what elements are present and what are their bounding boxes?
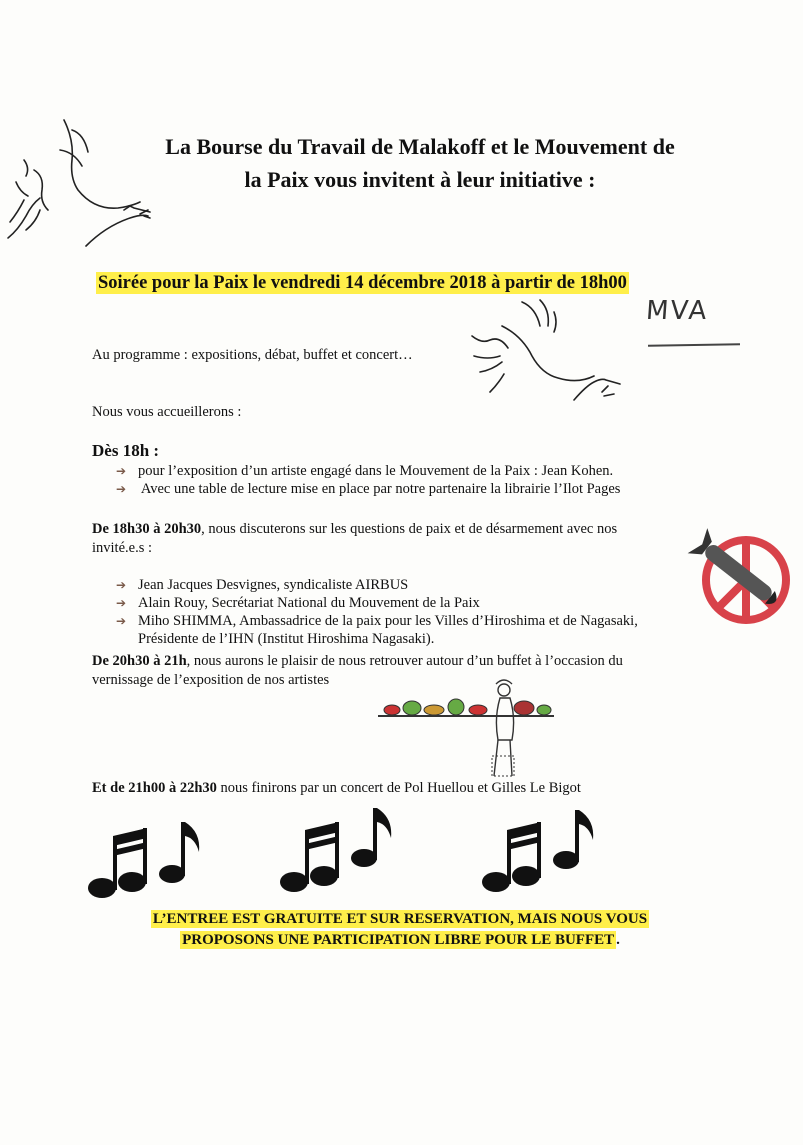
list-item: ➔ Jean Jacques Desvignes, syndicaliste AIRBUS	[116, 577, 409, 593]
bullet-arrow-icon: ➔	[116, 464, 127, 478]
list-item-cont: Présidente de l’IHN (Institut Hiroshima Nagasaki).	[138, 631, 435, 647]
section3-text: De 20h30 à 21h, nous aurons le plaisir de nous retrouver autour d’un buffet à l’occasion du	[92, 653, 623, 669]
bullet-arrow-icon: ➔	[116, 596, 127, 610]
event-title: Soirée pour la Paix le vendredi 14 décembre 2018 à partir de 18h00	[98, 273, 627, 293]
list-item: ➔ Miho SHIMMA, Ambassadrice de la paix pour les Villes d’Hiroshima et de Nagasaki,	[116, 613, 638, 629]
section1-heading: Dès 18h :	[92, 441, 160, 460]
bullet-arrow-icon: ➔	[116, 482, 127, 496]
handwritten-underline	[648, 343, 740, 347]
handwritten-note: MVA	[644, 296, 710, 326]
list-item: ➔ Alain Rouy, Secrétariat National du Mouvement de la Paix	[116, 595, 480, 611]
program-text: Au programme : expositions, débat, buffet et concert…	[92, 347, 413, 363]
welcome-text: Nous vous accueillerons :	[92, 404, 242, 420]
music-note-icon	[276, 808, 396, 898]
music-note-icon	[84, 818, 204, 908]
music-note-icon	[478, 808, 598, 898]
footer-notice: L’ENTREE EST GRATUITE ET SUR RESERVATION, MAIS NOUS VOUS PROPOSONS UNE PARTICIPATION LIBRE POUR LE BUFFET .	[152, 911, 648, 948]
peace-missile-icon	[688, 520, 798, 630]
section2-text: De 18h30 à 20h30, nous discuterons sur les questions de paix et de désarmement avec nos	[92, 521, 618, 537]
section3-text-cont: vernissage de l’exposition de nos artistes	[92, 672, 330, 688]
list-item: ➔ Avec une table de lecture mise en place par notre partenaire la librairie l’Ilot Pages	[116, 481, 621, 497]
section2-text-cont: invité.e.s :	[92, 540, 153, 556]
buffet-waiter-icon	[378, 680, 558, 780]
list-item: ➔ pour l’exposition d’un artiste engagé dans le Mouvement de la Paix : Jean Kohen.	[116, 463, 614, 479]
invitation-title: La Bourse du Travail de Malakoff et le Mouvement de la Paix vous invitent à leur initiative :	[165, 134, 675, 192]
bullet-arrow-icon: ➔	[116, 614, 127, 628]
section4-text: Et de 21h00 à 22h30 nous finirons par un concert de Pol Huellou et Gilles Le Bigot	[92, 780, 581, 796]
dove-icon	[462, 296, 632, 436]
bullet-arrow-icon: ➔	[116, 578, 127, 592]
